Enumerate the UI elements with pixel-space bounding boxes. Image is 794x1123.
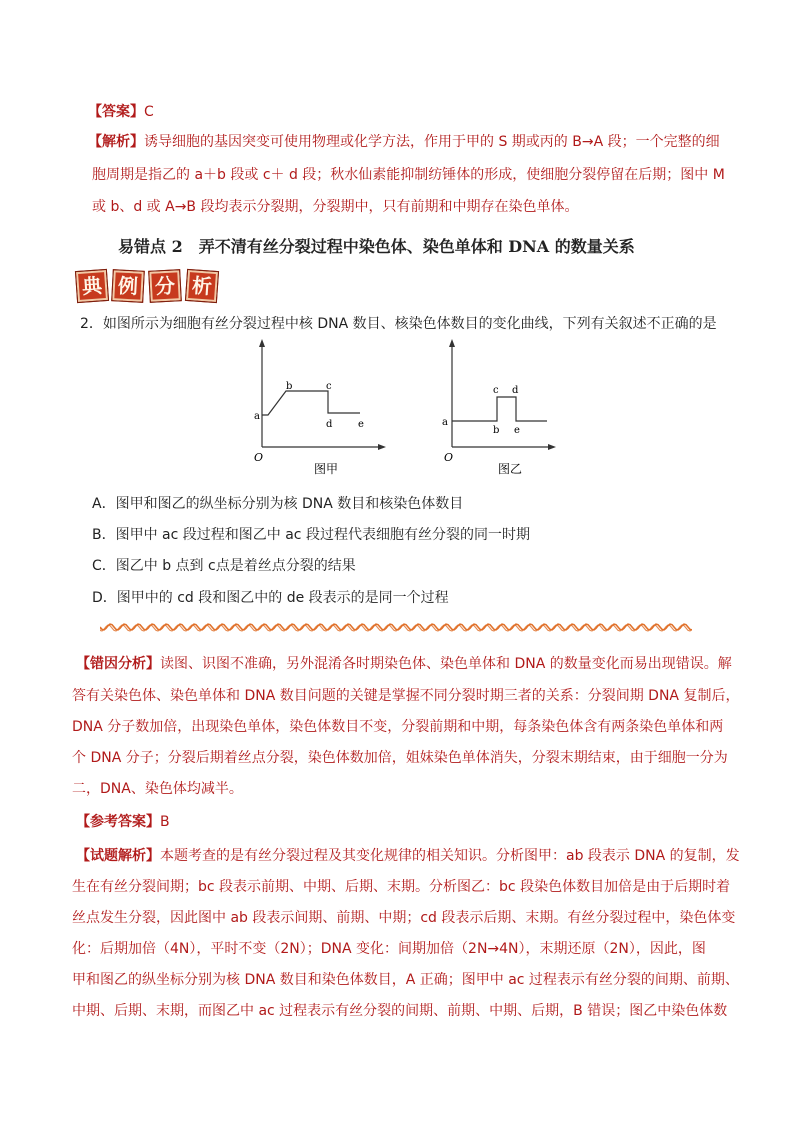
figure-jia [254, 339, 386, 476]
analysis-line-1 [88, 132, 720, 152]
error-analysis-label: 【错因分析】 [76, 656, 160, 672]
error-analysis-line-4: 个 DNA 分子；分裂后期着丝点分裂，染色体数加倍，姐妹染色单体消失，分裂末期结束，由于细胞一分为 [72, 750, 728, 766]
figures [240, 335, 560, 485]
answer-label: 【答案】 [88, 104, 144, 120]
reference-answer-label: 【参考答案】 [76, 814, 160, 830]
explanation-text-1: 本题考查的是有丝分裂过程及其变化规律的相关知识。分析图甲：ab 段表示 DNA 的复制，发 [160, 848, 740, 864]
question-stem: 2．如图所示为细胞有丝分裂过程中核 DNA 数目、核染色体数目的变化曲线，下列有关叙述不正确的是 [80, 316, 717, 332]
jia-caption: 图甲 [314, 462, 339, 476]
jia-y-arrow [259, 339, 265, 347]
yi-label-c: c [493, 385, 499, 396]
error-analysis-line-5: 二，DNA、染色体均减半。 [72, 781, 243, 797]
jia-x-arrow [378, 444, 386, 450]
option-a: A．图甲和图乙的纵坐标分别为核 DNA 数目和核染色体数目 [92, 496, 464, 512]
section-heading: 易错点 2 弄不清有丝分裂过程中染色体、染色单体和 DNA 的数量关系 [118, 237, 635, 256]
error-analysis-line-1 [76, 654, 732, 674]
banner-char-1: 典 [75, 269, 109, 303]
jia-label-e: e [358, 419, 364, 430]
analysis-line-3: 或 b、d 或 A→B 段均表示分裂期，分裂期中，只有前期和中期存在染色单体。 [92, 199, 579, 215]
yi-label-b: b [493, 425, 500, 436]
error-analysis-text-1: 读图、识图不准确，另外混淆各时期染色体、染色单体和 DNA 的数量变化而易出现错误。解 [160, 656, 732, 672]
wavy-divider [100, 620, 692, 634]
banner-char-3: 分 [148, 269, 182, 303]
yi-caption: 图乙 [498, 462, 523, 476]
analysis-text-1: 诱导细胞的基因突变可使用物理或化学方法，作用于甲的 S 期或丙的 B→A 段；一个完整的细 [144, 134, 720, 150]
jia-label-a: a [254, 411, 260, 422]
yi-curve [452, 397, 547, 421]
yi-x-arrow [548, 444, 556, 450]
banner-char-4: 析 [185, 269, 219, 303]
analysis-label: 【解析】 [88, 134, 144, 150]
yi-label-a: a [442, 417, 448, 428]
jia-curve [262, 391, 360, 415]
figure-yi [442, 339, 556, 476]
option-d: D．图甲中的 cd 段和图乙中的 de 段表示的是同一个过程 [92, 590, 449, 606]
answer-value: C [144, 104, 154, 120]
yi-origin: O [444, 451, 454, 464]
yi-label-d: d [512, 385, 519, 396]
jia-label-c: c [326, 381, 332, 392]
explanation-line-5: 甲和图乙的纵坐标分别为核 DNA 数目和染色体数目，A 正确；图甲中 ac 过程表示有丝分裂的间期、前期、 [72, 972, 739, 988]
analysis-block [88, 132, 720, 152]
option-b: B．图甲中 ac 段过程和图乙中 ac 段过程代表细胞有丝分裂的同一时期 [92, 527, 530, 543]
explanation-line-2: 生在有丝分裂间期；bc 段表示前期、中期、后期、末期。分析图乙：bc 段染色体数目加倍是由于后期时着 [72, 879, 731, 895]
option-c: C．图乙中 b 点到 c点是着丝点分裂的结果 [92, 558, 356, 574]
banner-char-2: 例 [111, 269, 145, 303]
yi-y-arrow [449, 339, 455, 347]
reference-answer-line [76, 812, 170, 832]
error-analysis-line-3: DNA 分子数加倍，出现染色单体，染色体数目不变，分裂前期和中期，每条染色体含有两条染色单体和两 [72, 719, 724, 735]
reference-answer-value: B [160, 814, 170, 830]
jia-label-b: b [286, 381, 293, 392]
explanation-line-1 [76, 846, 740, 866]
explanation-line-3: 丝点发生分裂，因此图中 ab 段表示间期、前期、中期；cd 段表示后期、末期。有丝分裂过程中，染色体变 [72, 910, 736, 926]
analysis-line-2: 胞周期是指乙的 a＋b 段或 c＋ d 段；秋水仙素能抑制纺锤体的形成，使细胞分裂停留在后期；图中 M [92, 167, 725, 183]
answer-line [88, 102, 154, 122]
explanation-line-4: 化：后期加倍（4N），平时不变（2N）；DNA 变化：间期加倍（2N→4N），末期还原（2N），因此，图 [72, 941, 706, 957]
explanation-line-6: 中期、后期、末期，而图乙中 ac 过程表示有丝分裂的间期、前期、中期、后期，B 错误；图乙中染色体数 [72, 1003, 728, 1019]
jia-label-d: d [326, 419, 333, 430]
explanation-label: 【试题解析】 [76, 848, 160, 864]
jia-origin: O [254, 451, 264, 464]
error-analysis-line-2: 答有关染色体、染色单体和 DNA 数目问题的关键是掌握不同分裂时期三者的关系：分裂间期 DNA 复制后， [72, 688, 740, 704]
yi-label-e: e [514, 425, 520, 436]
